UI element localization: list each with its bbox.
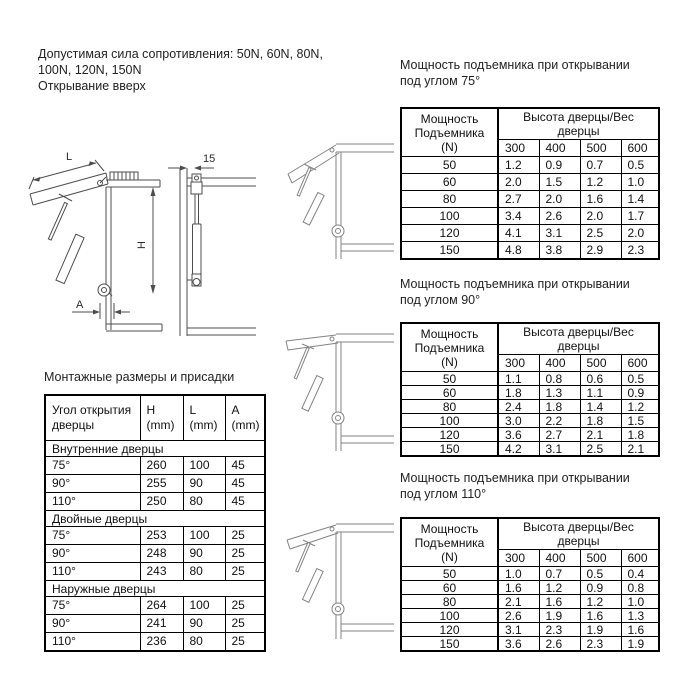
table-cell: 150 <box>401 637 498 652</box>
table-cell: 1.3 <box>621 609 659 623</box>
table-section-label: Наружные дверцы <box>45 581 265 597</box>
allowed-force-line2: 100N, 120N, 150N <box>38 63 142 77</box>
table-cell: 100 <box>183 457 225 475</box>
table-row <box>401 208 659 225</box>
table-row <box>45 563 265 581</box>
table-cell: 2.0 <box>498 174 539 191</box>
table-cell: 50 <box>401 372 498 386</box>
table-cell: 150 <box>401 242 498 260</box>
table-cell: 60 <box>401 174 498 191</box>
table-cell: 4.2 <box>498 442 539 457</box>
table-cell: 2.5 <box>580 225 621 242</box>
power-title-line2: под углом 90° <box>400 293 481 307</box>
door-angle-diagram-110 <box>284 512 394 640</box>
table-cell: 100 <box>401 414 498 428</box>
table-row <box>45 475 265 493</box>
table-cell: 3.1 <box>539 225 580 242</box>
mounting-table <box>44 394 266 652</box>
table-cell: 25 <box>225 527 265 545</box>
table-cell: 2.1 <box>580 428 621 442</box>
table-section-label: Внутренние дверцы <box>45 441 265 457</box>
table-cell: 110° <box>45 633 140 652</box>
power-header-row <box>401 518 659 550</box>
table-cell: 75° <box>45 457 140 475</box>
power-col-height-weight: Высота дверцы/Вес дверцы <box>498 518 659 550</box>
table-cell: 250 <box>140 493 183 511</box>
power-table-75-title <box>400 57 630 89</box>
table-cell: 90° <box>45 475 140 493</box>
table-cell: 80 <box>401 400 498 414</box>
table-cell: 1.9 <box>621 637 659 652</box>
table-cell: 120 <box>401 428 498 442</box>
table-cell: 1.6 <box>621 623 659 637</box>
table-cell: 110° <box>45 493 140 511</box>
allowed-force-note <box>38 46 368 94</box>
table-row <box>401 157 659 174</box>
table-cell: 25 <box>225 633 265 652</box>
table-cell: 1.9 <box>580 623 621 637</box>
table-cell: 0.5 <box>621 157 659 174</box>
table-cell: 1.2 <box>580 595 621 609</box>
table-cell: 241 <box>140 615 183 633</box>
table-row <box>401 623 659 637</box>
table-cell: 75° <box>45 597 140 615</box>
opening-direction-note: Открывание вверх <box>38 79 146 93</box>
power-col-600: 600 <box>621 355 659 372</box>
table-cell: 3.6 <box>498 428 539 442</box>
table-cell: 1.2 <box>580 174 621 191</box>
power-table-90 <box>400 322 660 457</box>
power-title-line1: Мощность подъемника при открывании <box>400 58 630 72</box>
table-cell: 248 <box>140 545 183 563</box>
power-col-600: 600 <box>621 550 659 567</box>
table-cell: 4.8 <box>498 242 539 260</box>
power-title-line1: Мощность подъемника при открывании <box>400 277 630 291</box>
table-cell: 1.1 <box>580 386 621 400</box>
table-cell: 90° <box>45 545 140 563</box>
table-cell: 2.1 <box>621 442 659 457</box>
table-cell: 1.6 <box>580 609 621 623</box>
power-title-line2: под углом 110° <box>400 487 487 501</box>
table-cell: 2.3 <box>539 623 580 637</box>
power-table-110 <box>400 517 660 652</box>
power-col-capacity: Мощность Подъемника (N) <box>401 518 498 567</box>
table-cell: 80 <box>401 191 498 208</box>
power-col-500: 500 <box>580 140 621 157</box>
table-cell: 120 <box>401 225 498 242</box>
mounting-dimensions-diagram <box>26 126 258 344</box>
table-section-row <box>45 511 265 527</box>
table-cell: 1.4 <box>621 191 659 208</box>
table-cell: 50 <box>401 567 498 581</box>
table-cell: 100 <box>401 208 498 225</box>
table-cell: 253 <box>140 527 183 545</box>
table-cell: 3.0 <box>498 414 539 428</box>
power-col-height-weight: Высота дверцы/Вес дверцы <box>498 108 659 140</box>
table-row <box>401 567 659 581</box>
dim-label-l: L <box>66 151 73 163</box>
table-cell: 0.5 <box>621 372 659 386</box>
table-cell: 2.9 <box>580 242 621 260</box>
mounting-col-h: H (mm) <box>140 395 183 441</box>
table-row <box>45 457 265 475</box>
table-cell: 4.1 <box>498 225 539 242</box>
table-cell: 25 <box>225 615 265 633</box>
mounting-col-angle: Угол открытия дверцы <box>45 395 140 441</box>
table-cell: 3.8 <box>539 242 580 260</box>
table-cell: 236 <box>140 633 183 652</box>
table-cell: 0.5 <box>580 567 621 581</box>
table-cell: 1.5 <box>539 174 580 191</box>
power-col-capacity: Мощность Подъемника (N) <box>401 323 498 372</box>
table-cell: 2.3 <box>580 637 621 652</box>
table-cell: 90 <box>183 615 225 633</box>
power-col-300: 300 <box>498 550 539 567</box>
table-cell: 80 <box>183 633 225 652</box>
table-cell: 1.6 <box>539 595 580 609</box>
table-cell: 110° <box>45 563 140 581</box>
table-cell: 100 <box>183 527 225 545</box>
power-header-row <box>401 108 659 140</box>
table-cell: 3.6 <box>498 637 539 652</box>
table-cell: 1.1 <box>498 372 539 386</box>
table-cell: 2.0 <box>539 191 580 208</box>
table-cell: 2.7 <box>539 428 580 442</box>
power-col-400: 400 <box>539 355 580 372</box>
power-title-line2: под углом 75° <box>400 74 481 88</box>
power-table-75 <box>400 107 660 260</box>
power-col-300: 300 <box>498 355 539 372</box>
table-cell: 90° <box>45 615 140 633</box>
table-cell: 2.4 <box>498 400 539 414</box>
table-cell: 3.1 <box>498 623 539 637</box>
table-cell: 60 <box>401 581 498 595</box>
table-cell: 1.6 <box>498 581 539 595</box>
table-row <box>401 191 659 208</box>
table-cell: 2.5 <box>580 442 621 457</box>
table-cell: 260 <box>140 457 183 475</box>
table-row <box>401 400 659 414</box>
table-cell: 1.0 <box>621 595 659 609</box>
table-row <box>45 493 265 511</box>
table-row <box>401 581 659 595</box>
power-col-300: 300 <box>498 140 539 157</box>
table-cell: 2.7 <box>498 191 539 208</box>
power-col-400: 400 <box>539 550 580 567</box>
table-cell: 90 <box>183 545 225 563</box>
table-cell: 1.7 <box>621 208 659 225</box>
dim-label-a: A <box>76 299 84 311</box>
table-cell: 0.9 <box>580 581 621 595</box>
table-cell: 80 <box>183 563 225 581</box>
table-row <box>401 174 659 191</box>
table-row <box>45 615 265 633</box>
table-cell: 1.4 <box>580 400 621 414</box>
table-row <box>401 609 659 623</box>
mounting-header-row <box>45 395 265 441</box>
table-cell: 3.4 <box>498 208 539 225</box>
table-cell: 0.4 <box>621 567 659 581</box>
table-cell: 1.9 <box>539 609 580 623</box>
table-cell: 2.0 <box>621 225 659 242</box>
table-cell: 1.6 <box>580 191 621 208</box>
table-cell: 2.6 <box>498 609 539 623</box>
table-row <box>45 597 265 615</box>
table-cell: 25 <box>225 545 265 563</box>
table-cell: 1.3 <box>539 386 580 400</box>
table-cell: 80 <box>183 493 225 511</box>
table-cell: 0.6 <box>580 372 621 386</box>
table-row <box>401 442 659 457</box>
table-cell: 50 <box>401 157 498 174</box>
table-cell: 1.0 <box>621 174 659 191</box>
mounting-table-title: Монтажные размеры и присадки <box>44 370 235 384</box>
table-cell: 25 <box>225 597 265 615</box>
table-row <box>401 242 659 260</box>
table-cell: 45 <box>225 475 265 493</box>
dim-label-h: H <box>136 241 148 249</box>
power-col-500: 500 <box>580 550 621 567</box>
table-cell: 1.8 <box>621 428 659 442</box>
table-section-row <box>45 441 265 457</box>
power-table-110-title <box>400 470 630 502</box>
table-cell: 0.9 <box>621 386 659 400</box>
power-title-line1: Мощность подъемника при открывании <box>400 471 630 485</box>
table-row <box>401 637 659 652</box>
table-cell: 2.3 <box>621 242 659 260</box>
table-cell: 0.8 <box>539 372 580 386</box>
table-cell: 45 <box>225 493 265 511</box>
table-cell: 1.2 <box>539 581 580 595</box>
power-col-capacity: Мощность Подъемника (N) <box>401 108 498 157</box>
table-cell: 2.0 <box>580 208 621 225</box>
table-cell: 243 <box>140 563 183 581</box>
table-cell: 1.5 <box>621 414 659 428</box>
table-cell: 2.2 <box>539 414 580 428</box>
table-cell: 1.2 <box>498 157 539 174</box>
table-row <box>401 386 659 400</box>
door-angle-diagram-75 <box>284 132 394 260</box>
table-cell: 1.2 <box>621 400 659 414</box>
power-col-600: 600 <box>621 140 659 157</box>
power-col-400: 400 <box>539 140 580 157</box>
table-cell: 264 <box>140 597 183 615</box>
mounting-col-l: L (mm) <box>183 395 225 441</box>
table-cell: 1.0 <box>498 567 539 581</box>
table-cell: 0.8 <box>621 581 659 595</box>
table-row <box>45 527 265 545</box>
door-angle-diagram-90 <box>284 322 394 452</box>
table-cell: 255 <box>140 475 183 493</box>
table-cell: 1.8 <box>580 414 621 428</box>
table-row <box>401 225 659 242</box>
table-cell: 2.1 <box>498 595 539 609</box>
table-section-row <box>45 581 265 597</box>
table-section-label: Двойные дверцы <box>45 511 265 527</box>
table-cell: 3.1 <box>539 442 580 457</box>
power-table-90-title <box>400 276 630 308</box>
table-cell: 80 <box>401 595 498 609</box>
table-cell: 150 <box>401 442 498 457</box>
table-cell: 120 <box>401 623 498 637</box>
table-cell: 1.8 <box>498 386 539 400</box>
table-row <box>45 545 265 563</box>
table-row <box>45 633 265 652</box>
power-col-500: 500 <box>580 355 621 372</box>
table-cell: 100 <box>401 609 498 623</box>
table-row <box>401 428 659 442</box>
table-row <box>401 372 659 386</box>
table-cell: 25 <box>225 563 265 581</box>
table-cell: 2.6 <box>539 637 580 652</box>
table-cell: 0.7 <box>539 567 580 581</box>
table-cell: 75° <box>45 527 140 545</box>
table-cell: 100 <box>183 597 225 615</box>
power-header-row <box>401 323 659 355</box>
table-cell: 1.8 <box>539 400 580 414</box>
table-row <box>401 414 659 428</box>
table-row <box>401 595 659 609</box>
allowed-force-line1: Допустимая сила сопротивления: 50N, 60N, 80N, <box>38 47 323 61</box>
power-col-height-weight: Высота дверцы/Вес дверцы <box>498 323 659 355</box>
table-cell: 2.6 <box>539 208 580 225</box>
dim-label-offset: 15 <box>203 153 216 165</box>
table-cell: 0.7 <box>580 157 621 174</box>
mounting-col-a: A (mm) <box>225 395 265 441</box>
table-cell: 90 <box>183 475 225 493</box>
table-cell: 45 <box>225 457 265 475</box>
table-cell: 60 <box>401 386 498 400</box>
table-cell: 0.9 <box>539 157 580 174</box>
